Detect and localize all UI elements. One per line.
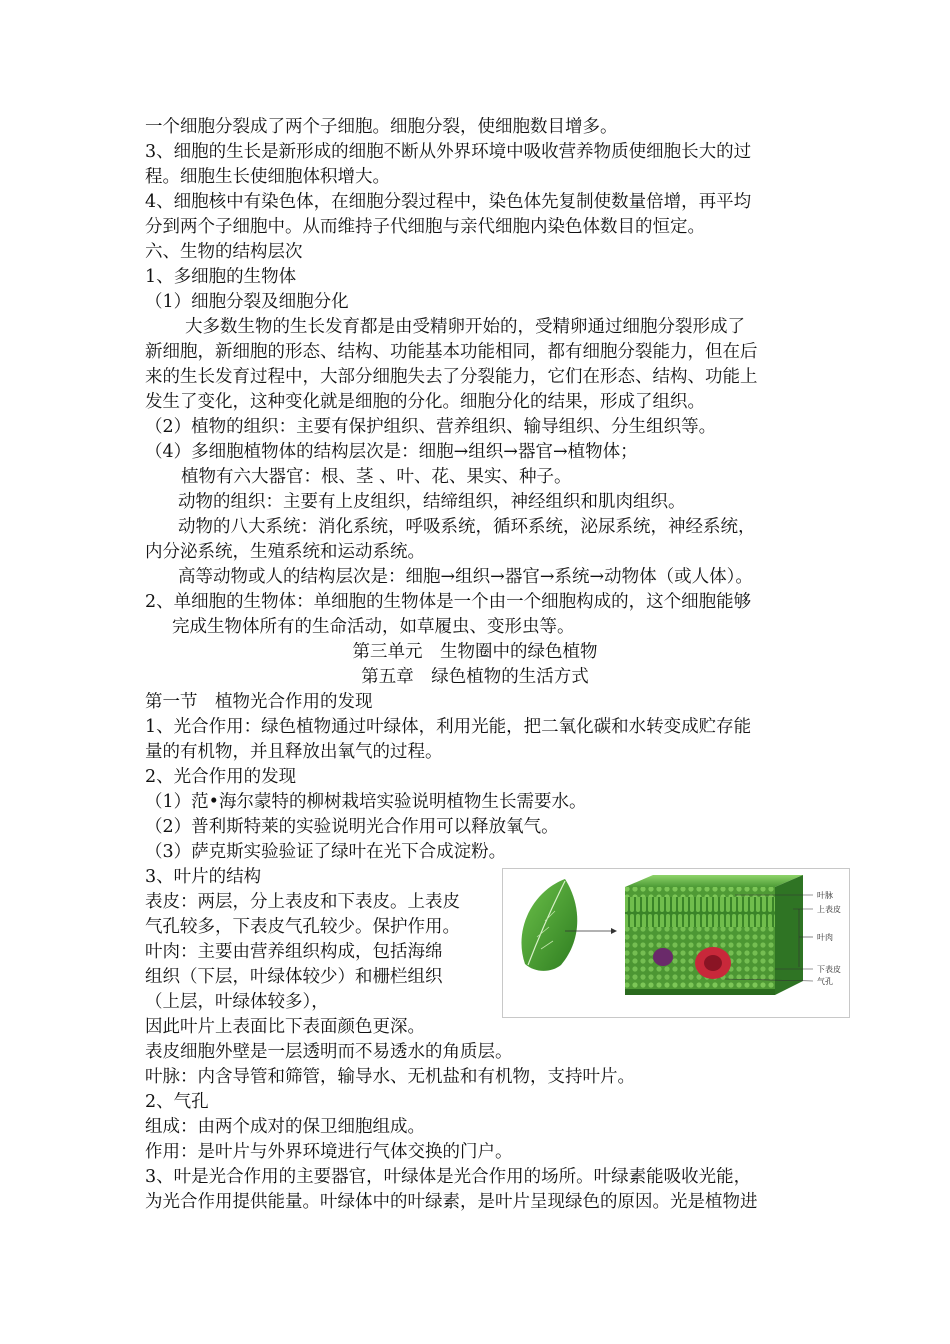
leaf-structure-figure — [502, 868, 850, 1018]
label-upper-epidermis: 上表皮 — [817, 905, 841, 914]
text-line: （1）细胞分裂及细胞分化 — [145, 292, 349, 312]
text-line: 动物的组织：主要有上皮组织，结缔组织，神经组织和肌肉组织。 — [178, 492, 686, 512]
text-line: （上层，叶绿体较多）， — [145, 992, 329, 1012]
label-stoma: 气孔 — [817, 977, 833, 986]
text-line: 表皮细胞外壁是一层透明而不易透水的角质层。 — [145, 1042, 513, 1062]
leaf-cross-section-illustration — [503, 869, 849, 1017]
text-line: 3、叶是光合作用的主要器官，叶绿体是光合作用的场所。叶绿素能吸收光能， — [145, 1167, 752, 1187]
text-line: 来的生长发育过程中，大部分细胞失去了分裂能力，它们在形态、结构、功能上 — [145, 367, 758, 387]
text-line: 分到两个子细胞中。从而维持子代细胞与亲代细胞内染色体数目的恒定。 — [145, 217, 705, 237]
text-line: 大多数生物的生长发育都是由受精卵开始的，受精卵通过细胞分裂形成了 — [185, 317, 745, 337]
text-line: 动物的八大系统：消化系统，呼吸系统，循环系统，泌尿系统，神经系统， — [178, 517, 756, 537]
leaf-icon — [521, 879, 577, 971]
text-line: 植物有六大器官：根、茎 、叶、花、果实、种子。 — [181, 467, 572, 487]
unit-title: 第三单元 生物圈中的绿色植物 — [352, 642, 598, 662]
text-line: （3）萨克斯实验验证了绿叶在光下合成淀粉。 — [145, 842, 507, 862]
text-line: 发生了变化，这种变化就是细胞的分化。细胞分化的结果，形成了组织。 — [145, 392, 705, 412]
text-line: 组成：由两个成对的保卫细胞组成。 — [145, 1117, 425, 1137]
text-line: 1、多细胞的生物体 — [145, 267, 297, 287]
text-line: （2）植物的组织：主要有保护组织、营养组织、输导组织、分生组织等。 — [145, 417, 717, 437]
text-line: 高等动物或人的结构层次是：细胞→组织→器官→系统→动物体（或人体）。 — [178, 567, 753, 587]
text-line: 叶肉：主要由营养组织构成，包括海绵 — [145, 942, 443, 962]
text-line: （2）普利斯特莱的实验说明光合作用可以释放氧气。 — [145, 817, 559, 837]
text-line: 作用：是叶片与外界环境进行气体交换的门户。 — [145, 1142, 513, 1162]
text-line: 1、光合作用：绿色植物通过叶绿体，利用光能，把二氧化碳和水转变成贮存能 — [145, 717, 752, 737]
label-mesophyll: 叶肉 — [817, 933, 833, 942]
text-line: 2、气孔 — [145, 1092, 209, 1112]
text-line: 一个细胞分裂成了两个子细胞。细胞分裂，使细胞数目增多。 — [145, 117, 618, 137]
text-line: 2、光合作用的发现 — [145, 767, 297, 787]
section-heading: 六、生物的结构层次 — [145, 242, 303, 262]
text-line: 2、单细胞的生物体：单细胞的生物体是一个由一个细胞构成的，这个细胞能够 — [145, 592, 752, 612]
text-line: 量的有机物，并且释放出氧气的过程。 — [145, 742, 443, 762]
text-line: 4、细胞核中有染色体，在细胞分裂过程中，染色体先复制使数量倍增，再平均 — [145, 192, 752, 212]
text-line: 新细胞，新细胞的形态、结构、功能基本功能相同，都有细胞分裂能力，但在后 — [145, 342, 758, 362]
label-lower-epidermis: 下表皮 — [817, 965, 841, 974]
text-line: 气孔较多，下表皮气孔较少。保护作用。 — [145, 917, 460, 937]
text-line: 内分泌系统，生殖系统和运动系统。 — [145, 542, 425, 562]
cross-section-block — [625, 875, 803, 995]
text-line: 叶脉：内含导管和筛管，输导水、无机盐和有机物，支持叶片。 — [145, 1067, 635, 1087]
text-line: 完成生物体所有的生命活动，如草履虫、变形虫等。 — [172, 617, 575, 637]
text-line: 为光合作用提供能量。叶绿体中的叶绿素，是叶片呈现绿色的原因。光是植物进 — [145, 1192, 758, 1212]
section-heading: 第一节 植物光合作用的发现 — [145, 692, 373, 712]
text-line: （4）多细胞植物体的结构层次是：细胞→组织→器官→植物体； — [145, 442, 638, 462]
text-line: 表皮：两层，分上表皮和下表皮。上表皮 — [145, 892, 460, 912]
text-line: 组织（下层，叶绿体较少）和栅栏组织 — [145, 967, 443, 987]
text-line: 3、细胞的生长是新形成的细胞不断从外界环境中吸收营养物质使细胞长大的过 — [145, 142, 752, 162]
text-line: （1）范•海尔蒙特的柳树栽培实验说明植物生长需要水。 — [145, 792, 587, 812]
chapter-title: 第五章 绿色植物的生活方式 — [361, 667, 589, 687]
text-line: 程。细胞生长使细胞体积增大。 — [145, 167, 390, 187]
text-line: 因此叶片上表面比下表面颜色更深。 — [145, 1017, 425, 1037]
label-vein: 叶脉 — [817, 891, 833, 900]
text-line: 3、叶片的结构 — [145, 867, 262, 887]
